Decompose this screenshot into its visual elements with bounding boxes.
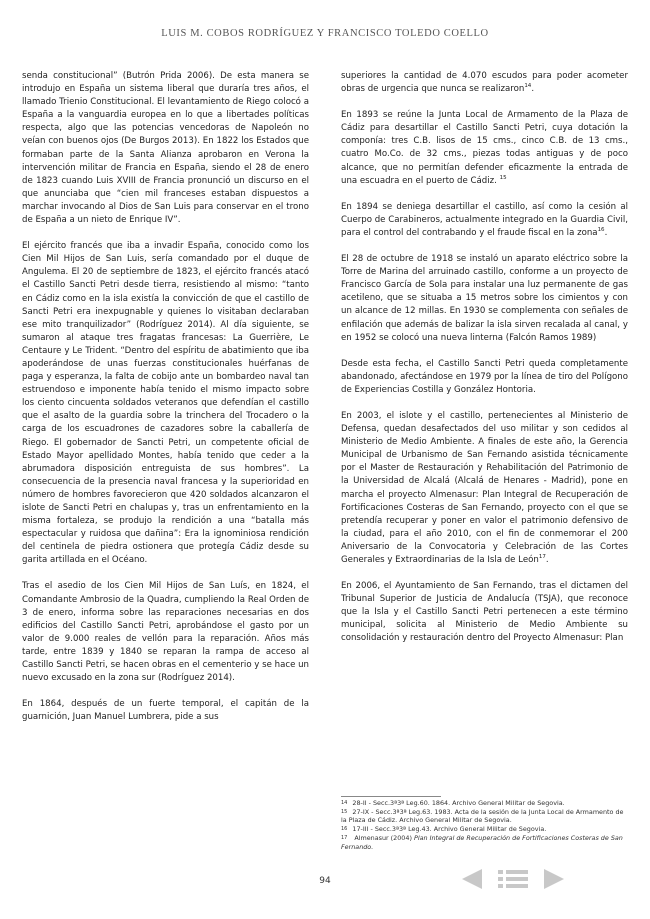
paragraph: Tras el asedio de los Cien Mil Hijos de San Luís, en 1824, el Comandante Ambrosio de la Quadra, cumpliendo la Real Orden de 3 de enero, informa sobre las reparaciones necesarias en dos edificios del Castillo Sancti Petri, aprobándose el gasto por un valor de 9.000 reales de vellón para la reparación. Años más tarde, entre 1839 y 1840 se reparan la rampa de acceso al Castillo Sancti Petri, se hacen obras en el cementerio y se hace un nuevo excusado en la zona sur (Rodríguez 2014).	[22, 581, 309, 684]
footnote-divider	[341, 796, 441, 797]
paragraph: En 2003, el islote y el castillo, pertenecientes al Ministerio de Defensa, quedan desafectados del uso militar y son cedidos al Ministerio de Medio Ambiente. A finales de este año, la Gerencia Municipal de Urbanismo de San Fernando asistida técnicamente por el Master de Restauración y Rehabilitación del Patrimonio de la Universidad de Alcalá (Alcalá de Henares - Madrid), pone en marcha el proyecto Almenasur: Plan Integral de Recuperación de Fortificaciones Costeras de San Fernando, proyecto con el que se pretendía recuperar y poner en valor el patrimonio defensivo de la ciudad, para el año 2010, con el fin de conmemorar el 200 Aniversario de la Convocatoria y Celebración de las Cortes Generales y Extraordinarias de la Isla de León$^{17}$.	[341, 410, 628, 565]
triangle-right-icon	[542, 868, 566, 890]
paragraph: El 28 de octubre de 1918 se instaló un aparato eléctrico sobre la Torre de Marina del arruinado castillo, conforme a un proyecto de Francisco García de Sola para instalar una luz permanente de gas acetileno, que se situaba a 15 metros sobre los cimientos y con un alcance de 12 millas. En 1930 se complementa con señales de enfilación que además de balizar la isla sirven recalada al canal, y en 1952 se colocó una nueva linterna (Falcón Ramos 1989)	[341, 254, 628, 343]
paragraph: superiores la cantidad de 4.070 escudos para poder acometer obras de urgencia que nunca se realizaron$^{14}$.	[341, 71, 628, 95]
footnotes	[341, 799, 628, 851]
left-column	[22, 70, 309, 737]
footnote: $^{16}$ 17-III - Secc.3ª3ª Leg.43. Archivo General Militar de Segovia.	[341, 825, 547, 834]
page-navigation	[460, 866, 625, 892]
footnote-ref[interactable]: 16	[597, 227, 605, 234]
list-menu-icon	[498, 868, 528, 890]
footnote-ref[interactable]: 15	[499, 174, 507, 181]
footnote: $^{15}$ 27-IX - Secc.3ª3ª Leg.63. 1983. Acta de la sesión de la Junta Local de Armamento de la Plaza de Cádiz. Archivo General Militar de Segovia.	[341, 807, 624, 825]
paragraph: En 1864, después de un fuerte temporal, el capitán de la guarnición, Juan Manuel Lumbrera, pide a sus	[22, 699, 309, 723]
footnote-ref[interactable]: 17	[538, 554, 546, 561]
paragraph: En 2006, el Ayuntamiento de San Fernando, tras el dictamen del Tribunal Superior de Justicia de Andalucía (TSJA), que reconoce que la Isla y el Castillo Sancti Petri pertenecen a este término municipal, solicita al Ministerio de Medio Ambiente su consolidación y restauración dentro del Proyecto Almenasur: Plan	[341, 581, 628, 644]
page-number: 94	[319, 876, 331, 886]
footnote: $^{14}$ 28-II - Secc.3ª3ª Leg.60. 1864. Archivo General Militar de Segovia.	[341, 799, 565, 807]
prev-page-button[interactable]	[460, 868, 484, 890]
paragraph: Desde esta fecha, el Castillo Sancti Petri queda completamente abandonado, afectándose en 1979 por la línea de tiro del Polígono de Experiencias Costilla y González Hontoria.	[341, 358, 628, 395]
footnote-ref[interactable]: 14	[524, 83, 532, 90]
triangle-left-icon	[460, 868, 484, 890]
paragraph: En 1894 se deniega desartillar el castillo, así como la cesión al Cuerpo de Carabineros, actualmente integrado en la Guardia Civil, para el control del contrabando y el fraude fiscal en la zona$^{16}$.	[341, 201, 628, 238]
footnote: $^{17}$ Almenasur (2004) Plan Integral de Recuperación de Fortificaciones Costeras de San Fernando.	[341, 833, 623, 851]
paragraph: En 1893 se reúne la Junta Local de Armamento de la Plaza de Cádiz para desartillar el Castillo Sancti Petri, cuya dotación la componía: tres C.B. lisos de 15 cms., cinco C.B. de 13 cms., cuatro Mo.Co. de 32 cms., piezas todas antiguas y de poco alcance, que no permitían defender eficazmente la entrada de una escuadra en el puerto de Cádiz. $^{15}$	[341, 110, 628, 186]
running-head: LUIS M. COBOS RODRÍGUEZ Y FRANCISCO TOLEDO COELLO	[161, 28, 489, 39]
next-page-button[interactable]	[542, 868, 566, 890]
menu-button[interactable]	[498, 868, 528, 890]
paragraph: El ejército francés que iba a invadir España, conocido como los Cien Mil Hijos de San Luis, sería comandado por el duque de Angulema. El 20 de septiembre de 1823, el ejército francés atacó el Castillo Sancti Petri desde tierra, resistiendo al mismo: “tanto en Cádiz como en la isla existía la convicción de que el castillo de Sancti Petri era inexpugnable y quienes lo visitaban declaraban ese mito tranquilizador” (Rodríguez 2014). Al día siguiente, se sumaron al ataque tres fragatas francesas: La Guerrière, Le Centaure y Le Trident. “Dentro del espíritu de abatimiento que iba apoderándose de unas fuerzas constitucionales huérfanas de paga y esperanza, la falta de cobijo ante un bombardeo naval tan estruendoso e imponente había tenido el mismo impacto sobre los ciento cincuenta soldados veteranos que defendían el castillo que el asalto de la guardia sobre la trinchera del Trocadero o la carga de los escuadrones de cazadores sobre la caballería de Riego. El gobernador de Sancti Petri, un competente oficial de Estado Mayor apellidado Montes, había tenido que ceder a la abrumadora disposición entreguista de sus hombres”. La consecuencia de la presencia naval francesa y la superioridad en número de hombres favorecieron que 420 soldados alcanzaron el islote de Sancti Petri en chalupas y, tras un enfrentamiento en la misma fortaleza, se produjo la rendición a una “batalla más espectacular y ruidosa que dañina”: Era la ignominiosa rendición del centinela de piedra ostionera que protegía Cádiz desde su garita artillada en el Océano.	[22, 241, 309, 566]
paragraph: senda constitucional” (Butrón Prida 2006). De esta manera se introdujo en España un sistema liberal que duraría tres años, el llamado Trienio Constitucional. El levantamiento de Riego colocó a España a la vanguardia europea en lo que a libertades políticas respecta, algo que las potencias vencedoras de Napoleón no veían con buenos ojos (De Burgos 2013). En 1822 los Estados que formaban parte de la Santa Alianza aprobaron en Verona la intervención militar de Francia en España, siendo el 28 de enero de 1823 cuando Luis XVIII de Francia pronunció un discurso en el que anunciaba que “cien mil franceses estaban dispuestos a marchar invocando al Dios de San Luis para conservar en el trono de España a un nieto de Enrique IV”.	[22, 71, 309, 226]
right-column	[341, 70, 628, 659]
